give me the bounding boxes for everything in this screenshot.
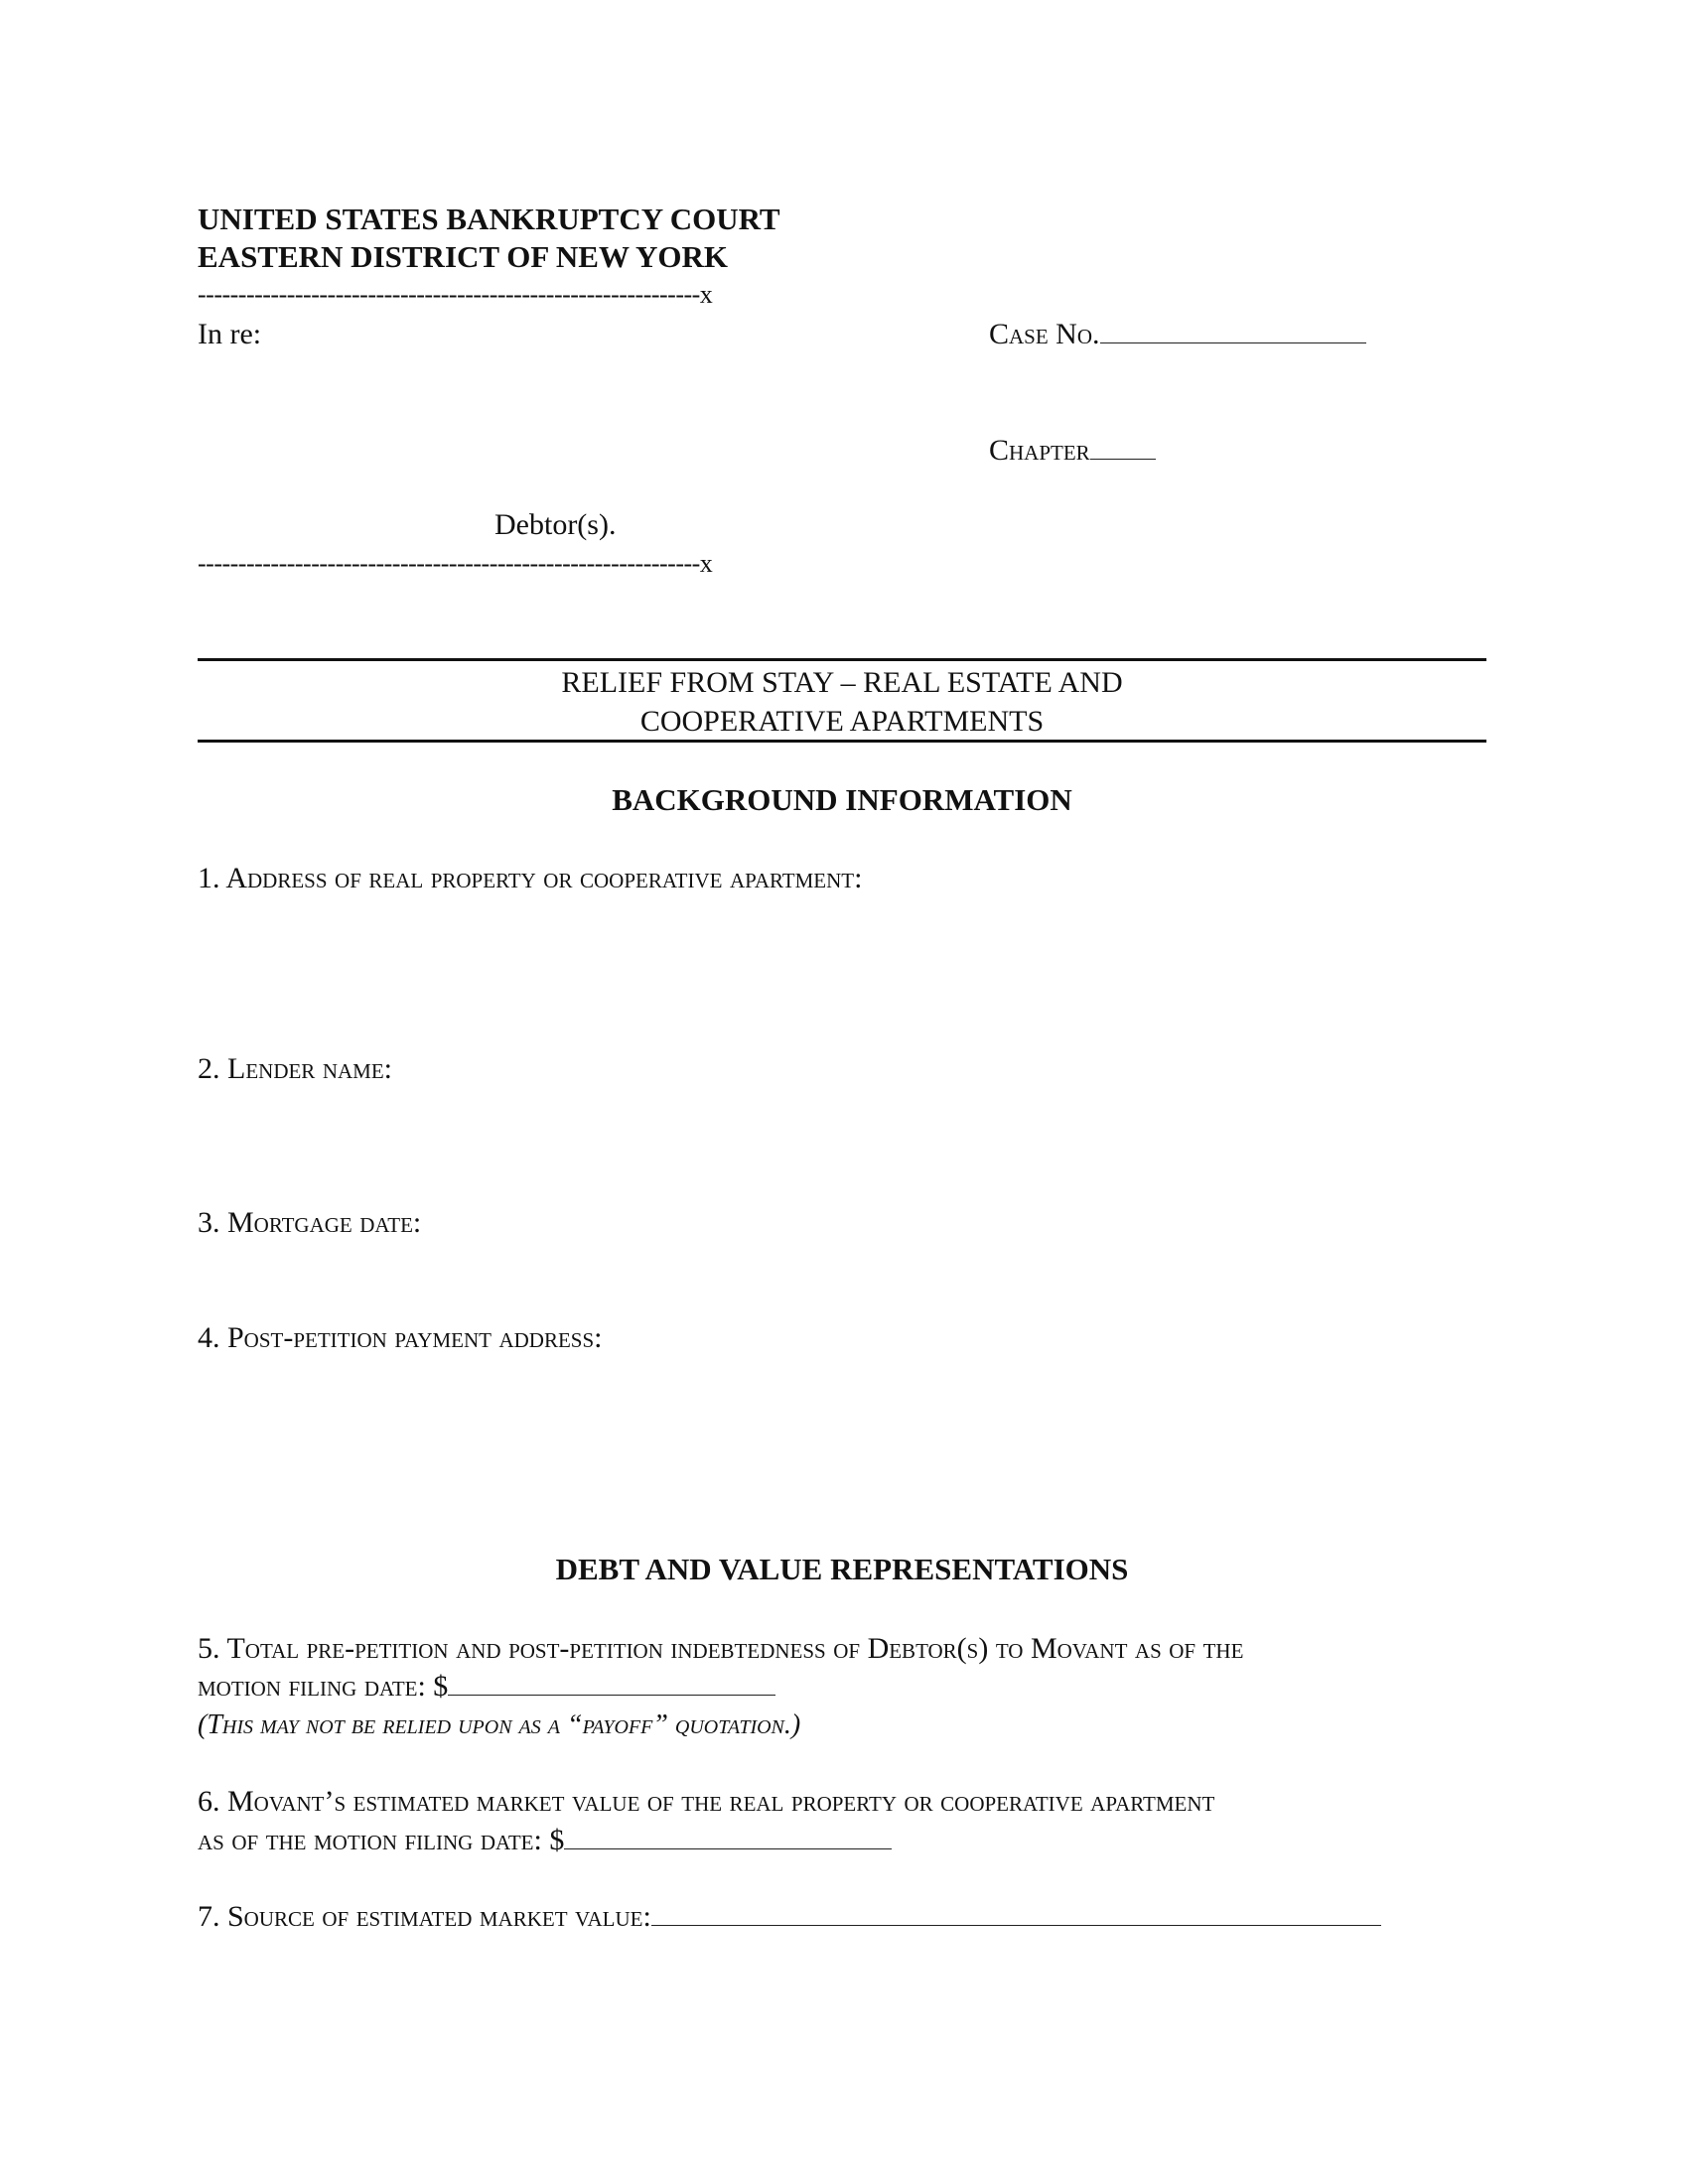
- item-5-line1: 5. Total pre-petition and post-petition indebtedness of Debtor(s) to Movant as of the: [198, 1632, 1244, 1665]
- case-number-blank[interactable]: [1100, 342, 1366, 343]
- background-heading: BACKGROUND INFORMATION: [612, 782, 1072, 817]
- item-5-line2: motion filing date: $: [198, 1670, 449, 1703]
- payoff-disclaimer-note: (This may not be relied upon as a “payoff” quotation.): [198, 1709, 801, 1740]
- caption-top-divider: --------------------------------------------------------------x: [198, 280, 713, 309]
- item-6-amount-field[interactable]: [198, 1824, 892, 1857]
- chapter-label: Chapter: [989, 434, 1090, 467]
- item-4-payment-address: 4. Post-petition payment address:: [198, 1321, 603, 1354]
- document-title-line1: RELIEF FROM STAY – REAL ESTATE AND: [561, 666, 1123, 699]
- case-number-label: Case No.: [989, 318, 1100, 350]
- item-5-amount-field[interactable]: [198, 1670, 775, 1704]
- source-of-value-blank[interactable]: [651, 1925, 1381, 1926]
- title-top-rule: [198, 658, 1486, 661]
- caption-bottom-divider: --------------------------------------------------------------x: [198, 549, 713, 578]
- item-7-label: 7. Source of estimated market value:: [198, 1900, 651, 1933]
- item-7-source-field[interactable]: [198, 1900, 1381, 1934]
- in-re-label: In re:: [198, 318, 262, 350]
- debtors-label: Debtor(s).: [494, 508, 617, 541]
- item-1-address: 1. Address of real property or cooperative apartment:: [198, 862, 863, 894]
- item-3-mortgage-date: 3. Mortgage date:: [198, 1206, 422, 1239]
- title-bottom-rule: [198, 740, 1486, 743]
- indebtedness-amount-blank[interactable]: [448, 1695, 775, 1696]
- market-value-blank[interactable]: [564, 1848, 892, 1849]
- item-6-line1: 6. Movant’s estimated market value of the real property or cooperative apartment: [198, 1785, 1215, 1818]
- document-title-line2: COOPERATIVE APARTMENTS: [639, 705, 1045, 738]
- court-name-line1: UNITED STATES BANKRUPTCY COURT: [198, 202, 780, 236]
- case-number-field[interactable]: [989, 318, 1366, 351]
- court-name-line2: EASTERN DISTRICT OF NEW YORK: [198, 239, 729, 274]
- item-2-lender-name: 2. Lender name:: [198, 1052, 392, 1085]
- chapter-field[interactable]: [989, 434, 1156, 468]
- debt-value-heading: DEBT AND VALUE REPRESENTATIONS: [555, 1552, 1129, 1586]
- item-6-line2: as of the motion filing date: $: [198, 1824, 565, 1856]
- chapter-blank[interactable]: [1090, 459, 1156, 460]
